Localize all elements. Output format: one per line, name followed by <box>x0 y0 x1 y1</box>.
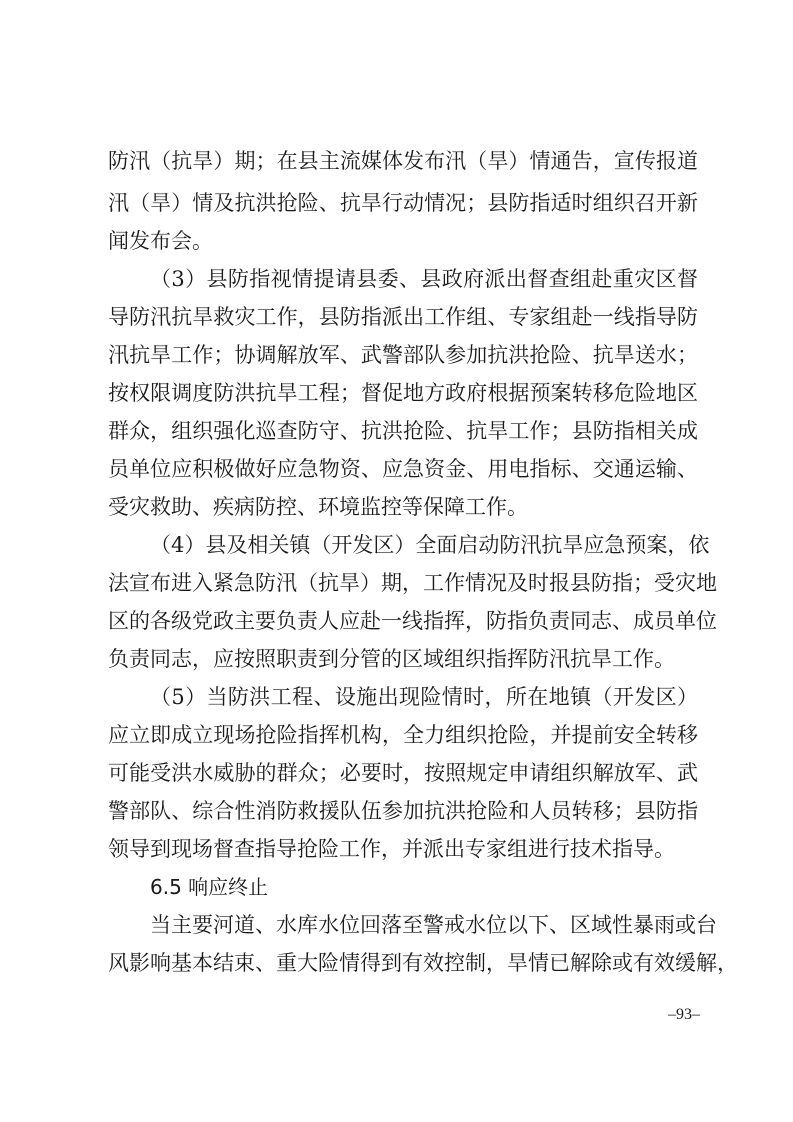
text-line-7: 按权限调度防洪抗旱工程；督促地方政府根据预案转移危险地区 <box>108 381 698 405</box>
text-line-4: （3）县防指视情提请县委、县政府派出督查组赴重灾区督 <box>150 267 698 291</box>
text-line-2: 汛（旱）情及抗洪抢险、抗旱行动情况；县防指适时组织召开新 <box>108 191 698 215</box>
text-line-5: 导防汛抗旱救灾工作，县防指派出工作组、专家组赴一线指导防 <box>108 305 698 329</box>
text-line-1: 防汛（抗旱）期；在县主流媒体发布汛（旱）情通告，宣传报道 <box>108 149 698 173</box>
text-line-19: 领导到现场督查指导抢险工作，并派出专家组进行技术指导。 <box>108 837 675 861</box>
text-line-13: 区的各级党政主要负责人应赴一线指挥，防指负责同志、成员单位 <box>108 609 717 633</box>
text-line-12: 法宣布进入紧急防汛（抗旱）期，工作情况及时报县防指；受灾地 <box>108 571 717 595</box>
text-line-21: 当主要河道、水库水位回落至警戒水位以下、区域性暴雨或台 <box>150 913 717 937</box>
text-line-10: 受灾救助、疾病防控、环境监控等保障工作。 <box>108 495 528 519</box>
text-line-9: 员单位应积极做好应急物资、应急资金、用电指标、交通运输、 <box>108 457 698 481</box>
text-line-17: 可能受洪水威胁的群众；必要时，按照规定申请组织解放军、武 <box>108 761 698 785</box>
section-heading: 6.5 响应终止 <box>150 875 269 899</box>
text-line-16: 应立即成立现场抢险指挥机构，全力组织抢险，并提前安全转移 <box>108 723 698 747</box>
page-number: –93– <box>668 1006 700 1023</box>
text-line-3: 闻发布会。 <box>108 229 213 253</box>
text-line-22: 风影响基本结束、重大险情得到有效控制，旱情已解除或有效缓解， <box>108 951 738 975</box>
text-line-14: 负责同志，应按照职责到分管的区域组织指挥防汛抗旱工作。 <box>108 647 675 671</box>
text-line-8: 群众，组织强化巡查防守、抗洪抢险、抗旱工作；县防指相关成 <box>108 419 698 443</box>
text-line-6: 汛抗旱工作；协调解放军、武警部队参加抗洪抢险、抗旱送水； <box>108 343 698 367</box>
text-line-18: 警部队、综合性消防救援队伍参加抗洪抢险和人员转移；县防指 <box>108 799 698 823</box>
text-line-11: （4）县及相关镇（开发区）全面启动防汛抗旱应急预案，依 <box>150 533 710 557</box>
text-line-15: （5）当防洪工程、设施出现险情时，所在地镇（开发区） <box>150 685 698 709</box>
